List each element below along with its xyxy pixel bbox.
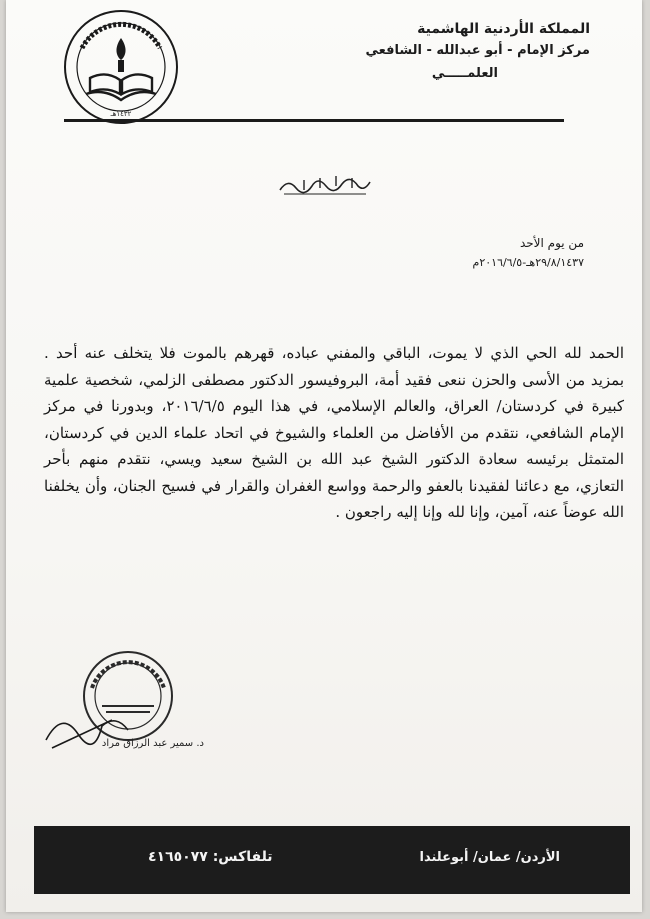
kingdom-name: المملكة الأردنية الهاشمية xyxy=(417,21,590,37)
date-value: ٢٩/٨/١٤٣٧هـ-٢٠١٦/٦/٥م xyxy=(472,256,584,269)
body-paragraph: الحمد لله الحي الذي لا يموت، الباقي والمفني عباده، قهرهم بالموت فلا يتخلف عنه أحد . بمزيد من الأسى والحزن ننعى فقيد أمة، البروفيسور الدكتور مصطفى الزلمي، شخصية علمية كبيرة في كردستان/ العراق، والعالم الإسلامي، في هذا اليوم ٢٠١٦/٦/٥، وبدورنا في مركز الإمام الشافعي، نتقدم من الأفاضل من العلماء والشيوخ في اتحاد علماء الدين في كردستان، المتمثل برئيسه سعادة الدكتور الشيخ عبد الله بن الشيخ سعيد ويسي، نتقدم منهم بأحر التعازي، مع دعائنا لفقيدنا بالعفو والرحمة وواسع الغفران والقرار في فسيح الجنان، وأن يخلفنا الله عوضاً عنه، آمين، وإنا لله وإنا إليه راجعون . xyxy=(44,344,624,521)
center-logo xyxy=(62,8,180,126)
center-name: مركز الإمام - أبو عبدالله - الشافعي xyxy=(365,43,590,58)
center-name-suffix: العلمـــــي xyxy=(431,66,498,81)
footer-fax: تلفاكس: ٤١٦٥٠٧٧ xyxy=(148,849,273,865)
organization-header xyxy=(330,18,590,86)
basmala-calligraphy xyxy=(274,168,374,200)
header-divider xyxy=(64,119,564,122)
signer-name: د. سمير عبد الرزاق مراد xyxy=(101,738,204,749)
signature xyxy=(42,700,132,760)
date-day: من يوم الأحد xyxy=(519,236,584,250)
footer-address: الأردن/ عمان/ أبوعلندا xyxy=(419,850,560,865)
footer-bar xyxy=(34,826,630,894)
letter-page xyxy=(6,0,642,912)
letter-date xyxy=(434,232,584,272)
letter-body xyxy=(44,340,624,526)
logo-year: ١٤٣٢هـ xyxy=(110,110,132,118)
